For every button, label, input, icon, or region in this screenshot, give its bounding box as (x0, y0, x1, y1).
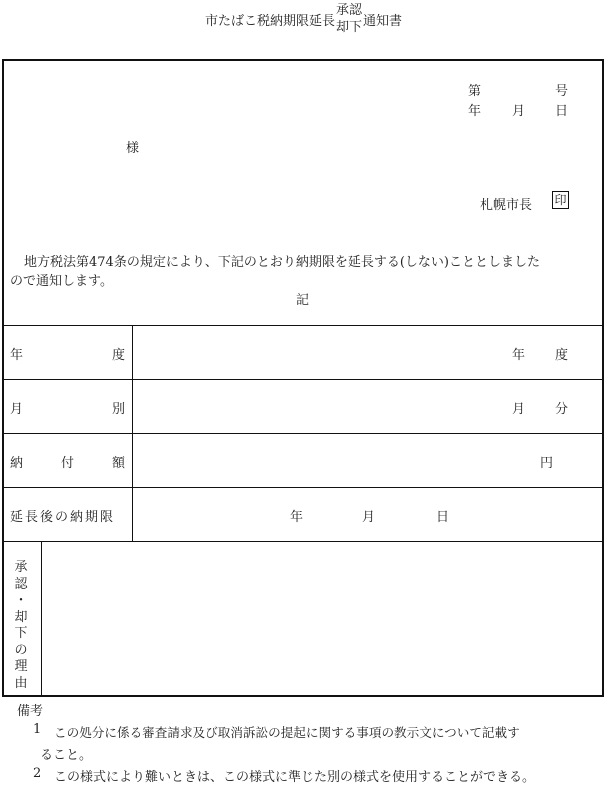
reason-label-char: ・ (14, 593, 28, 608)
row-label-char: 度 (111, 348, 125, 363)
title-suffix: 通知書 (363, 13, 403, 29)
note-1-line-2: ること。 (40, 748, 93, 763)
month-unit-portion: 分 (555, 402, 569, 417)
note-2-number: 2 (33, 766, 42, 781)
body-text-line-1: 地方税法第474条の規定により、下記のとおり納期限を延長する(しない)こととしました (24, 255, 540, 270)
table-rule-4 (2, 541, 604, 542)
reason-label-char: 却 (14, 609, 28, 625)
note-2-line-1: この様式により難いときは、この様式に準じた別の様式を使用することができる。 (54, 770, 536, 785)
month-unit-month: 月 (512, 402, 526, 417)
title-option-stack (336, 2, 362, 36)
row-label-amount (10, 452, 125, 471)
addressee-suffix: 様 (126, 141, 140, 156)
document-title (0, 2, 607, 36)
note-1-number: 1 (33, 722, 42, 737)
document-number-label: 第 (468, 84, 482, 99)
note-1-line-1: この処分に係る審査請求及び取消訴訟の提起に関する事項の教示文について記載す (54, 725, 520, 740)
reason-label-char: の (14, 642, 28, 658)
date-month-label: 月 (512, 104, 526, 119)
title-option-reject: 却下 (335, 20, 362, 35)
table-rule-1 (2, 379, 604, 380)
row-label-char: 年 (10, 348, 24, 363)
document-number-suffix: 号 (555, 84, 569, 99)
deadline-month-label: 月 (362, 510, 376, 525)
date-year-label: 年 (468, 104, 482, 119)
reason-label-char: 認 (14, 576, 28, 592)
reason-label-char: 理 (14, 659, 28, 674)
reason-label-char: 承 (14, 560, 28, 575)
record-heading: 記 (296, 293, 310, 308)
table-column-divider (132, 325, 133, 541)
table-rule-top (2, 325, 604, 326)
row-label-extended-deadline: 延長後の納期限 (10, 510, 116, 525)
deadline-year-label: 年 (290, 510, 304, 525)
reason-label-char: 下 (14, 626, 28, 641)
table-rule-2 (2, 433, 604, 434)
notes-heading: 備考 (17, 704, 44, 719)
reason-entry-area[interactable] (43, 543, 602, 695)
reason-label-vertical (10, 560, 32, 692)
row-label-fiscal-year (10, 344, 125, 363)
amount-unit-yen: 円 (540, 456, 554, 471)
row-label-char: 別 (111, 402, 125, 417)
reason-column-divider (41, 541, 42, 697)
row-label-char: 付 (60, 456, 74, 471)
title-option-approve: 承認 (335, 3, 362, 18)
fiscal-year-unit-year: 年 (512, 348, 526, 363)
seal-mark: 印 (552, 191, 569, 209)
row-label-char: 月 (10, 402, 24, 417)
body-text-line-2: ので通知します。 (10, 274, 113, 289)
row-label-char: 額 (111, 456, 125, 471)
title-prefix: 市たばこ税納期限延長 (204, 13, 335, 29)
row-label-month (10, 398, 125, 417)
date-day-label: 日 (555, 104, 569, 119)
issuer-title: 札幌市長 (480, 198, 533, 213)
reason-label-char: 由 (14, 675, 28, 691)
fiscal-year-unit-degree: 度 (555, 348, 569, 363)
table-rule-3 (2, 487, 604, 488)
deadline-day-label: 日 (436, 510, 450, 525)
row-label-char: 納 (10, 456, 24, 471)
